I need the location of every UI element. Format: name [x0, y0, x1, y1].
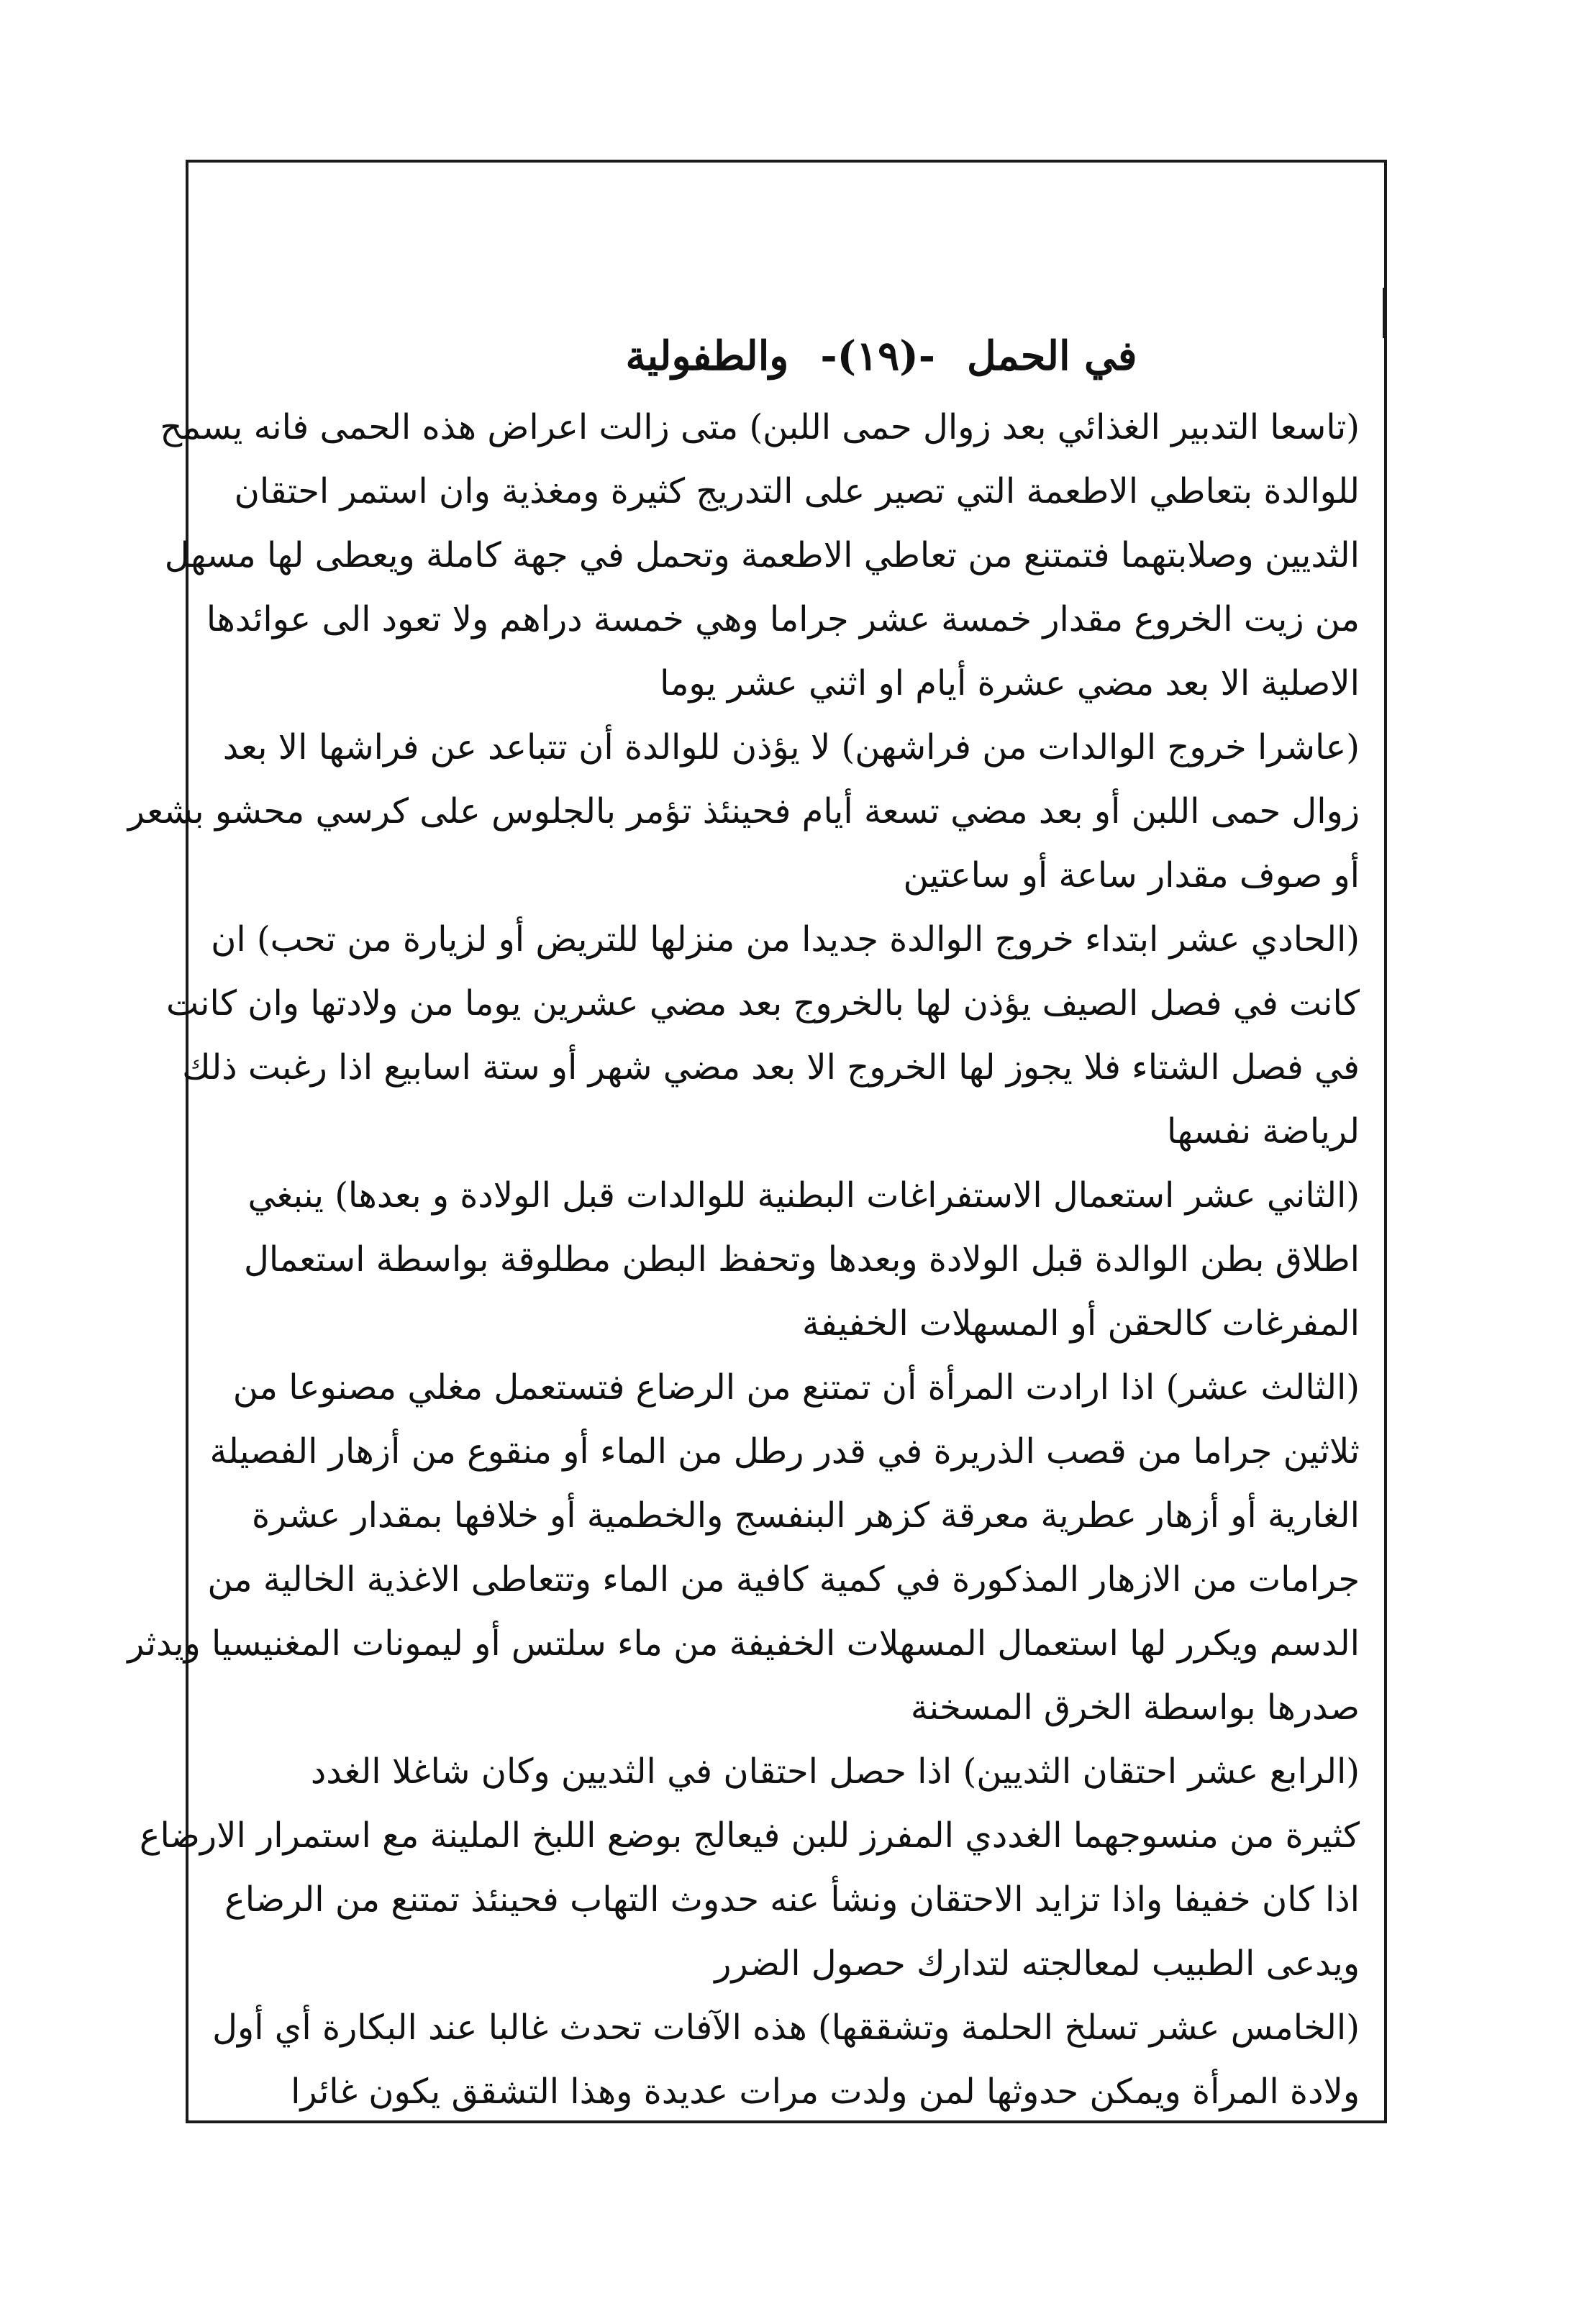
- header-right-title: والطفولية: [625, 332, 789, 380]
- text-line: الدسم ويكرر لها استعمال المسهلات الخفيفة من ماء سلتس أو ليمونات المغنيسيا ويدثر: [127, 1623, 1360, 1664]
- text-line: اذا كان خفيفا واذا تزايد الاحتقان ونشأ عنه حدوث التهاب فحينئذ تمتنع من الرضاع: [224, 1879, 1360, 1920]
- text-line: أو صوف مقدار ساعة أو ساعتين: [903, 855, 1360, 896]
- page-text-block: [127, 316, 1360, 2124]
- text-line: من زيت الخروع مقدار خمسة عشر جراما وهي خمسة دراهم ولا تعود الى عوائدها: [206, 599, 1360, 639]
- text-line: الغارية أو أزهار عطرية معرقة كزهر البنفسج والخطمية أو خلافها بمقدار عشرة: [252, 1495, 1360, 1536]
- text-line: المفرغات كالحقن أو المسهلات الخفيفة: [801, 1303, 1360, 1344]
- text-line: الاصلية الا بعد مضي عشرة أيام او اثني عشر يوما: [660, 663, 1360, 703]
- text-line: الثديين وصلابتهما فتمتنع من تعاطي الاطعمة وتحمل في جهة كاملة ويعطى لها مسهل: [164, 535, 1360, 575]
- text-line: كثيرة من منسوجهما الغددي المفرز للبن فيعالج بوضع اللبخ الملينة مع استمرار الارضاع: [139, 1815, 1360, 1856]
- paragraph-ninth-diet-after-milk-fever: [160, 396, 1360, 716]
- paragraph-fourteenth-breast-engorgement: [139, 1740, 1360, 1996]
- text-line: (الرابع عشر احتقان الثديين) اذا حصل احتقان في الثديين وكان شاغلا الغدد: [310, 1751, 1360, 1792]
- text-line: (الثاني عشر استعمال الاستفراغات البطنية للوالدات قبل الولادة و بعدها) ينبغي: [247, 1175, 1360, 1216]
- paragraph-thirteenth-stopping-nursing: [127, 1356, 1360, 1740]
- text-line: (تاسعا التدبير الغذائي بعد زوال حمى اللبن) متى زالت اعراض هذه الحمى فانه يسمح: [160, 407, 1360, 447]
- text-line: جرامات من الازهار المذكورة في كمية كافية من الماء وتتعاطى الاغذية الخالية من: [207, 1559, 1360, 1600]
- paragraph-eleventh-first-outing: [165, 908, 1360, 1164]
- text-line: (الخامس عشر تسلخ الحلمة وتشققها) هذه الآفات تحدث غالبا عند البكارة أي أول: [212, 2008, 1360, 2048]
- text-line: صدرها بواسطة الخرق المسخنة: [910, 1687, 1360, 1728]
- text-line: للوالدة بتعاطي الاطعمة التي تصير على التدريج كثيرة ومغذية وان استمر احتقان: [234, 471, 1360, 511]
- text-line: (الحادي عشر ابتداء خروج الوالدة جديدا من منزلها للتريض أو لزيارة من تحب) ان: [211, 919, 1360, 960]
- text-line: ويدعى الطبيب لمعالجته لتدارك حصول الضرر: [714, 1943, 1360, 1984]
- text-line: زوال حمى اللبن أو بعد مضي تسعة أيام فحينئذ تؤمر بالجلوس على كرسي محشو بشعر: [127, 791, 1360, 831]
- page-number: -(١٩)-: [820, 332, 935, 380]
- paragraph-fifteenth-nipple-cracks: [212, 1996, 1360, 2124]
- paragraph-tenth-leaving-bed: [127, 716, 1360, 908]
- text-line: (الثالث عشر) اذا ارادت المرأة أن تمتنع من الرضاع فتستعمل مغلي مصنوعا من: [232, 1367, 1360, 1408]
- text-line: ثلاثين جراما من قصب الذريرة في قدر رطل من الماء أو منقوع من أزهار الفصيلة: [209, 1431, 1360, 1472]
- text-line: ولادة المرأة ويمكن حدوثها لمن ولدت مرات عديدة وهذا التشقق يكون غائرا: [291, 2072, 1360, 2112]
- header-left-title: في الحمل: [967, 332, 1137, 380]
- text-line: لرياضة نفسها: [1166, 1111, 1360, 1152]
- frame-margin-tick: [1383, 288, 1387, 338]
- text-line: (عاشرا خروج الوالدات من فراشهن) لا يؤذن للوالدة أن تتباعد عن فراشها الا بعد: [222, 727, 1360, 767]
- text-line: اطلاق بطن الوالدة قبل الولادة وبعدها وتحفظ البطن مطلوقة بواسطة استعمال: [243, 1239, 1360, 1280]
- paragraph-twelfth-purgatives: [243, 1164, 1360, 1356]
- text-line: كانت في فصل الصيف يؤذن لها بالخروج بعد مضي عشرين يوما من ولادتها وان كانت: [165, 983, 1360, 1024]
- text-line: في فصل الشتاء فلا يجوز لها الخروج الا بعد مضي شهر أو ستة اسابيع اذا رغبت ذلك: [182, 1047, 1360, 1088]
- running-header: [403, 316, 1360, 396]
